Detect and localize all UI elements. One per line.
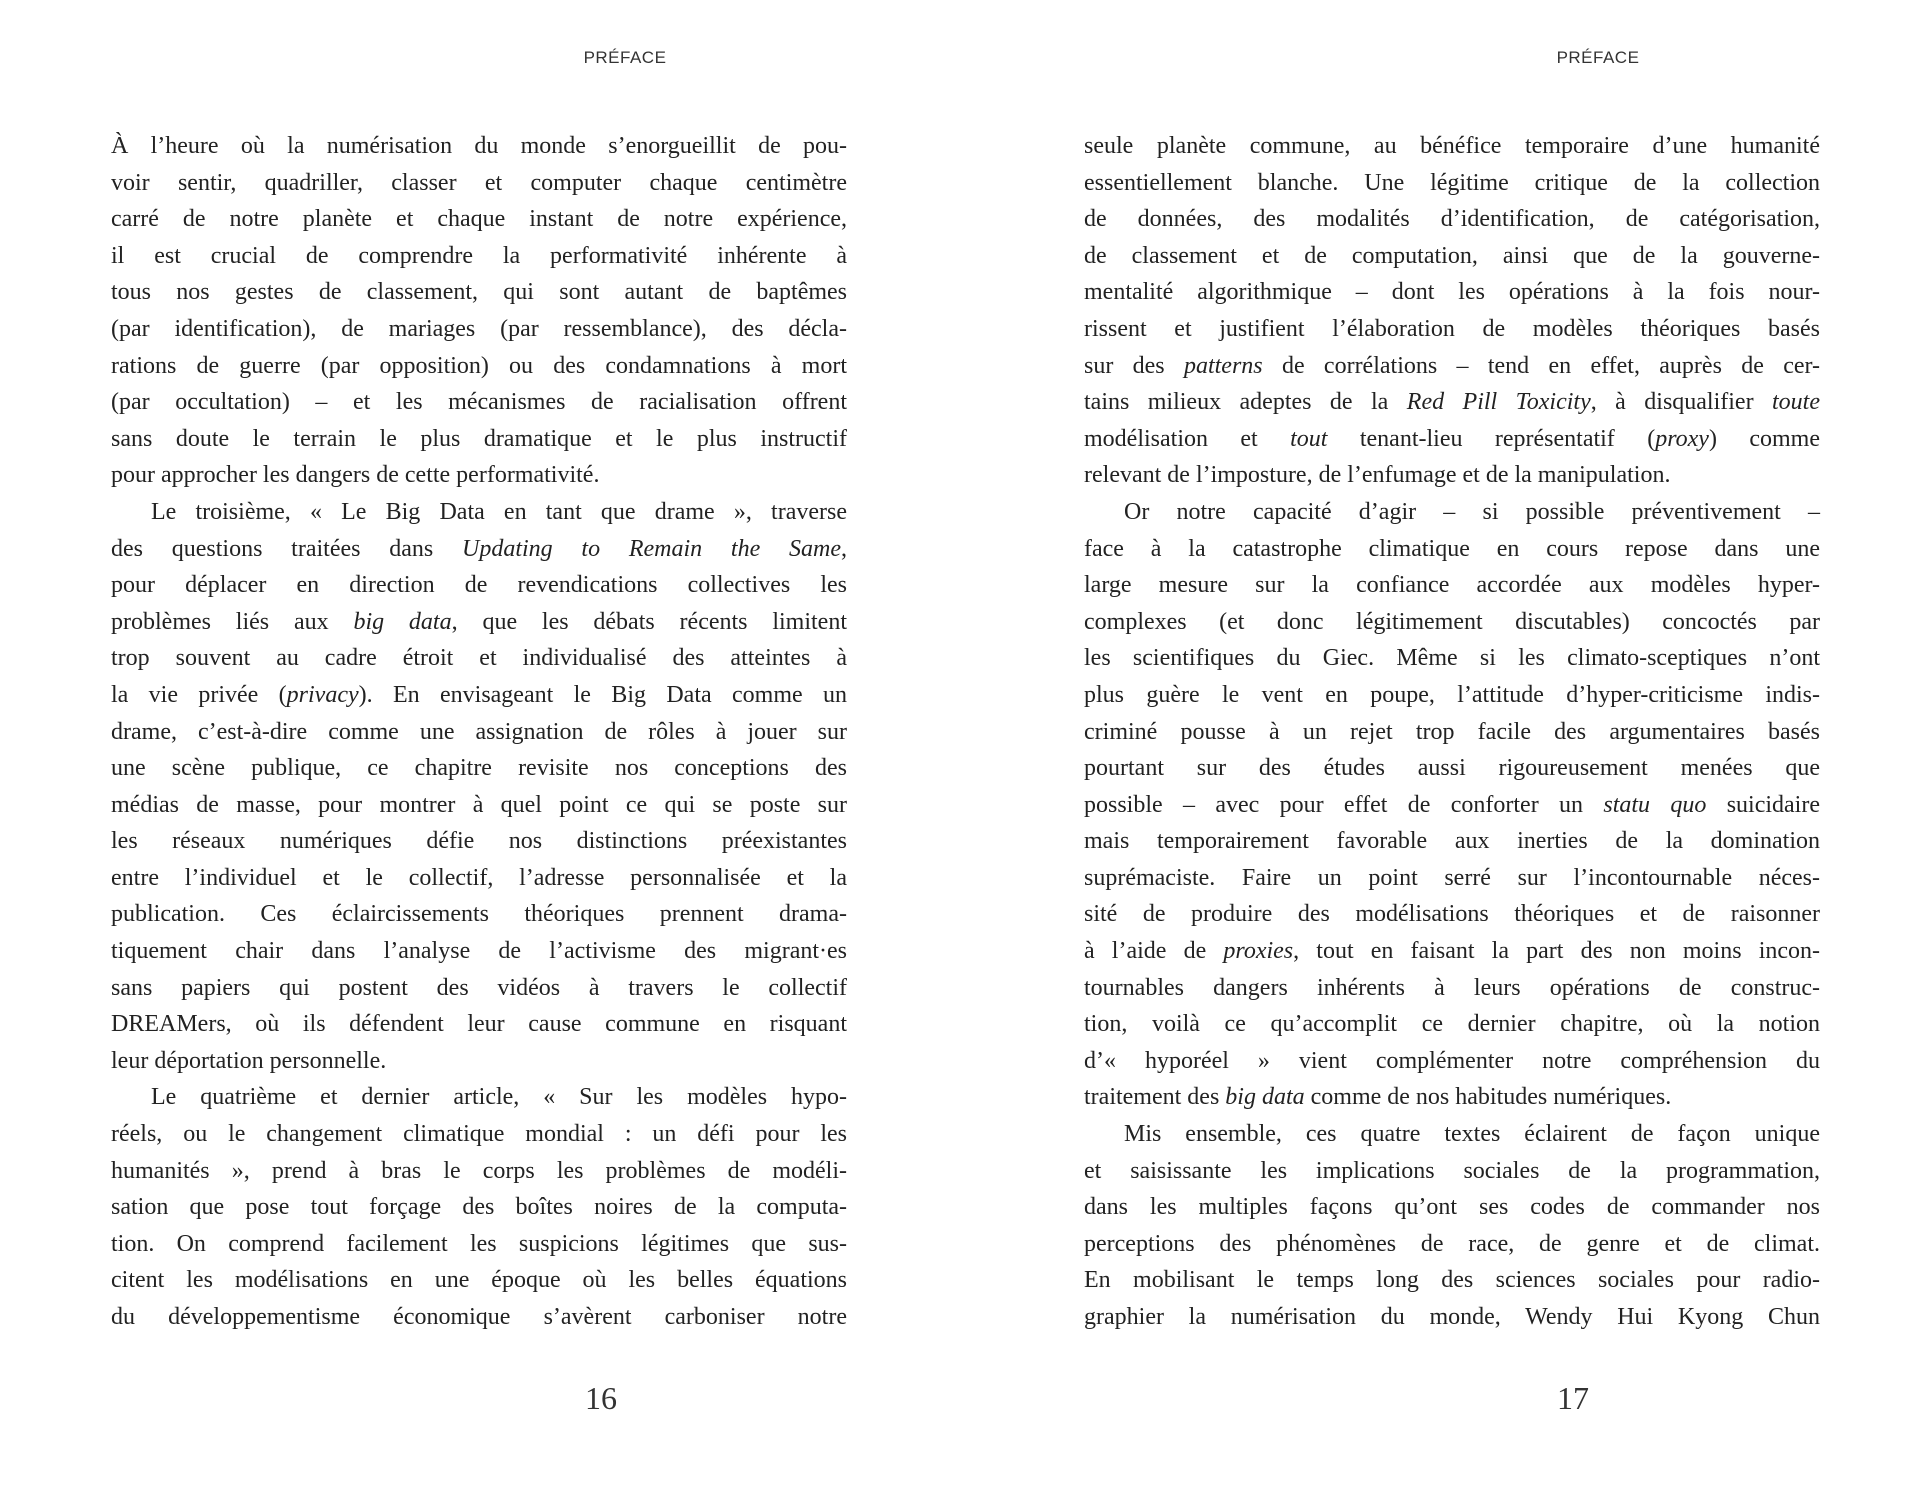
- text-line: entre l’individuel et le collectif, l’adresse personnalisée et la: [111, 864, 847, 891]
- text-line: sans doute le terrain le plus dramatique et le plus instructif: [111, 425, 847, 452]
- text-line: drame, c’est-à-dire comme une assignation de rôles à jouer sur: [111, 718, 847, 745]
- text-span: problèmes liés aux: [111, 608, 354, 635]
- text-line: [111, 604, 847, 641]
- text-span: à l’aide de: [1084, 938, 1224, 965]
- text-line: tion, voilà ce qu’accomplit ce dernier chapitre, où la notion: [1084, 1011, 1820, 1038]
- text-span: tains milieux adeptes de la: [1084, 389, 1407, 416]
- text-line: d’« hyporéel » vient complémenter notre compréhension du: [1084, 1047, 1820, 1074]
- text-span: traitement des: [1084, 1084, 1226, 1111]
- text-line: rations de guerre (par opposition) ou des condamnations à mort: [111, 352, 847, 379]
- italic-text: big data: [353, 608, 452, 635]
- text-line: perceptions des phénomènes de race, de genre et de climat.: [1084, 1230, 1820, 1257]
- page-body: [1084, 128, 1820, 1336]
- text-line: graphier la numérisation du monde, Wendy Hui Kyong Chun: [1084, 1304, 1820, 1330]
- text-line: mais temporairement favorable aux inerties de la domination: [1084, 828, 1820, 855]
- text-line: leur déportation personnelle.: [111, 1047, 387, 1074]
- text-line: sation que pose tout forçage des boîtes noires de la computa-: [111, 1194, 847, 1221]
- text-span: ) comme: [1708, 425, 1820, 452]
- running-header: PRÉFACE: [583, 48, 667, 67]
- italic-text: tout: [1290, 425, 1328, 452]
- paragraph: [111, 1079, 847, 1335]
- paragraph: [111, 128, 847, 494]
- text-line: essentiellement blanche. Une légitime critique de la collection: [1084, 169, 1820, 196]
- text-line: de données, des modalités d’identification, de catégorisation,: [1084, 206, 1820, 233]
- text-line: Or notre capacité d’agir – si possible préventivement –: [1124, 498, 1820, 525]
- text-span: la vie privée (: [111, 681, 287, 708]
- text-line: tournables dangers inhérents à leurs opérations de construc-: [1084, 974, 1820, 1001]
- text-line: pour déplacer en direction de revendications collectives les: [111, 572, 847, 599]
- italic-text: Red Pill Toxicity: [1406, 389, 1591, 416]
- text-span: des questions traitées dans: [111, 535, 462, 562]
- text-span: suicidaire: [1706, 791, 1820, 818]
- text-line: [1084, 933, 1820, 970]
- left-page: [0, 0, 960, 1496]
- italic-text: Updating to Remain the Same: [462, 535, 841, 562]
- text-line: il est crucial de comprendre la performativité inhérente à: [111, 242, 847, 269]
- text-line: publication. Ces éclaircissements théoriques prennent drama-: [111, 901, 847, 928]
- page-body: [111, 128, 847, 1336]
- text-line: [111, 531, 847, 568]
- italic-text: patterns: [1183, 352, 1263, 379]
- text-line: (par occultation) – et les mécanismes de racialisation offrent: [111, 389, 847, 416]
- italic-text: proxies: [1223, 938, 1294, 965]
- text-line: [1084, 384, 1820, 421]
- text-span: modélisation et: [1084, 425, 1291, 452]
- text-line: sans papiers qui postent des vidéos à travers le collectif: [111, 974, 847, 1001]
- text-line: [1084, 1079, 1820, 1116]
- text-line: citent les modélisations en une époque où les belles équations: [111, 1267, 847, 1294]
- text-line: sité de produire des modélisations théoriques et de raisonner: [1084, 901, 1820, 928]
- text-line: [111, 677, 847, 714]
- paragraph: [111, 494, 847, 1080]
- running-header: PRÉFACE: [1556, 48, 1640, 67]
- text-line: DREAMers, où ils défendent leur cause commune en risquant: [111, 1011, 847, 1038]
- text-span: sur des: [1084, 352, 1184, 379]
- italic-text: statu quo: [1603, 791, 1707, 818]
- italic-text: big data: [1225, 1084, 1305, 1111]
- text-line: plus guère le vent en poupe, l’attitude d’hyper-criticisme indis-: [1084, 681, 1820, 708]
- text-span: ). En envisageant le Big Data comme un: [358, 681, 847, 708]
- text-line: pour approcher les dangers de cette performativité.: [111, 462, 600, 489]
- text-line: mentalité algorithmique – dont les opérations à la fois nour-: [1084, 279, 1820, 306]
- text-line: humanités », prend à bras le corps les problèmes de modéli-: [111, 1157, 847, 1184]
- text-line: tiquement chair dans l’analyse de l’activisme des migrant·es: [111, 938, 847, 965]
- text-span: , que les débats récents limitent: [451, 608, 847, 635]
- text-line: de classement et de computation, ainsi que de la gouverne-: [1084, 242, 1820, 269]
- text-line: les réseaux numériques défie nos distinctions préexistantes: [111, 828, 847, 855]
- text-line: [1084, 348, 1820, 385]
- text-line: suprémaciste. Faire un point serré sur l’incontournable néces-: [1084, 864, 1820, 891]
- text-line: complexes (et donc légitimement discutables) concoctés par: [1084, 608, 1820, 635]
- page-number: 16: [585, 1380, 617, 1416]
- text-span: possible – avec pour effet de conforter un: [1084, 791, 1604, 818]
- paragraph: [1084, 494, 1820, 1116]
- text-line: les scientifiques du Giec. Même si les climato-sceptiques n’ont: [1084, 645, 1820, 672]
- text-line: large mesure sur la confiance accordée aux modèles hyper-: [1084, 572, 1820, 599]
- paragraph: [1084, 128, 1820, 494]
- text-span: comme de nos habitudes numériques.: [1304, 1084, 1672, 1111]
- text-line: voir sentir, quadriller, classer et computer chaque centimètre: [111, 169, 847, 196]
- text-line: rissent et justifient l’élaboration de modèles théoriques basés: [1084, 315, 1820, 342]
- text-line: tous nos gestes de classement, qui sont autant de baptêmes: [111, 279, 847, 306]
- text-span: , à disqualifier: [1590, 389, 1773, 416]
- italic-text: privacy: [286, 681, 359, 708]
- text-line: face à la catastrophe climatique en cours repose dans une: [1084, 535, 1820, 562]
- text-line: seule planète commune, au bénéfice temporaire d’une humanité: [1084, 133, 1820, 159]
- text-line: pourtant sur des études aussi rigoureusement menées que: [1084, 755, 1820, 782]
- text-span: ,: [841, 535, 847, 562]
- text-line: (par identification), de mariages (par ressemblance), des décla-: [111, 315, 847, 342]
- text-line: tion. On comprend facilement les suspicions légitimes que sus-: [111, 1230, 847, 1257]
- text-line: criminé pousse à un rejet trop facile des argumentaires basés: [1084, 718, 1820, 745]
- text-line: [1084, 787, 1820, 824]
- text-line: et saisissante les implications sociales de la programmation,: [1084, 1157, 1820, 1184]
- text-line: Mis ensemble, ces quatre textes éclairent de façon unique: [1124, 1121, 1820, 1148]
- text-line: carré de notre planète et chaque instant de notre expérience,: [111, 206, 847, 233]
- text-line: du développementisme économique s’avèrent carboniser notre: [111, 1304, 847, 1330]
- right-page: [960, 0, 1920, 1496]
- text-line: réels, ou le changement climatique mondial : un défi pour les: [111, 1121, 847, 1148]
- text-span: , tout en faisant la part des non moins incon-: [1293, 938, 1821, 965]
- italic-text: proxy: [1655, 425, 1709, 452]
- text-line: Le troisième, « Le Big Data en tant que drame », traverse: [151, 498, 847, 525]
- text-line: relevant de l’imposture, de l’enfumage et de la manipulation.: [1084, 462, 1671, 489]
- text-line: Le quatrième et dernier article, « Sur les modèles hypo-: [151, 1084, 847, 1111]
- page-number: 17: [1557, 1380, 1589, 1416]
- italic-text: toute: [1772, 389, 1821, 416]
- text-line: À l’heure où la numérisation du monde s’enorgueillit de pou-: [111, 133, 847, 159]
- text-line: En mobilisant le temps long des sciences sociales pour radio-: [1084, 1267, 1820, 1294]
- text-line: [1084, 421, 1820, 458]
- text-span: tenant-lieu représentatif (: [1327, 425, 1656, 452]
- paragraph: [1084, 1116, 1820, 1336]
- text-line: une scène publique, ce chapitre revisite nos conceptions des: [111, 755, 847, 782]
- text-line: dans les multiples façons qu’ont ses codes de commander nos: [1084, 1194, 1820, 1221]
- text-span: de corrélations – tend en effet, auprès de cer-: [1262, 352, 1821, 379]
- text-line: médias de masse, pour montrer à quel point ce qui se poste sur: [111, 791, 847, 818]
- text-line: trop souvent au cadre étroit et individualisé des atteintes à: [111, 645, 847, 672]
